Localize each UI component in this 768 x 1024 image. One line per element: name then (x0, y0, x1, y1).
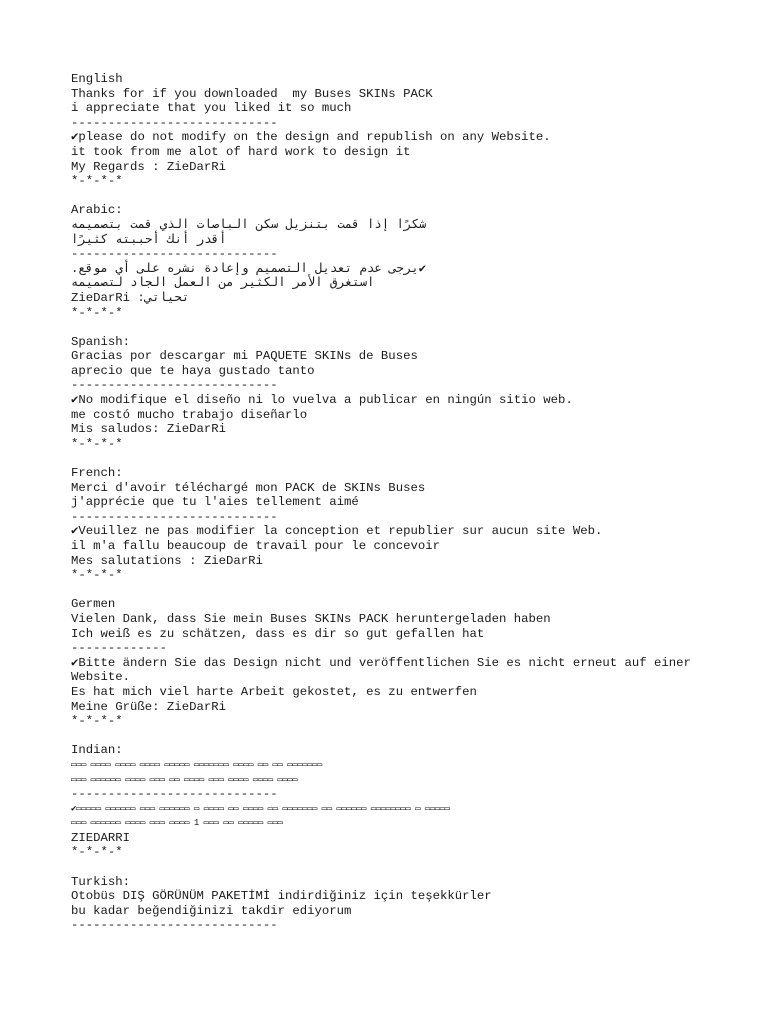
text-line: Es hat mich viel harte Arbeit gekostet, es zu entwerfen (71, 684, 477, 699)
section-heading: Turkish: (71, 874, 131, 889)
text-line: Vielen Dank, dass Sie mein Buses SKINs PACK heruntergeladen haben (71, 611, 551, 626)
text-line: Gracias por descargar mi PAQUETE SKINs de Buses (71, 349, 418, 364)
signature-line: Mis saludos: ZieDarRi (71, 422, 226, 437)
text-line: Merci d'avoir téléchargé mon PACK de SKINs Buses (71, 480, 426, 495)
divider-line: ---------------------------- (71, 918, 278, 933)
text-line: ▭▭▭ ▭▭▭▭▭▭ ▭▭▭▭ ▭▭▭ ▭▭ ▭▭▭▭ ▭▭▭ ▭▭▭▭ ▭▭▭▭ ▭▭▭▭ (71, 774, 298, 785)
text-line: Ich weiß es zu schätzen, dass es dir so gut gefallen hat (71, 626, 485, 641)
divider-line: ------------- (71, 641, 167, 656)
text-line: استغرق الأمر الكثير من العمل الجاد لتصميمه (71, 276, 375, 291)
separator-stars: *-*-*-* (71, 568, 123, 583)
document-page (71, 72, 711, 948)
text-line: j'apprécie que tu l'aies tellement aimé (71, 495, 359, 510)
section-german (71, 597, 711, 728)
divider-line: ---------------------------- (71, 378, 278, 393)
separator-stars: *-*-*-* (71, 714, 123, 729)
section-french (71, 466, 711, 583)
text-line: aprecio que te haya gustado tanto (71, 363, 315, 378)
text-line: ✔▭▭▭▭▭ ▭▭▭▭▭▭ ▭▭▭ ▭▭▭▭▭▭ ▭ ▭▭▭▭ ▭▭ ▭▭▭▭ ▭▭ ▭▭▭▭▭▭▭ ▭▭ ▭▭▭▭▭▭ ▭▭▭▭▭▭▭▭ ▭ ▭▭▭▭▭ (71, 803, 450, 814)
signature-line: تحياتي: ZieDarRi (71, 290, 190, 305)
text-line: i appreciate that you liked it so much (71, 101, 352, 116)
signature-line: Meine Grüße: ZieDarRi (71, 699, 226, 714)
signature-line: ZIEDARRI (71, 830, 131, 845)
text-line: me costó mucho trabajo diseñarlo (71, 407, 308, 422)
text-line: شكرًا إذا قمت بتنزيل سكن الباصات الذي قمت بتصميمه (71, 217, 427, 232)
text-line: it took from me alot of hard work to design it (71, 144, 411, 159)
text-line: ▭▭▭ ▭▭▭▭▭▭ ▭▭▭▭ ▭▭▭ ▭▭▭▭ 1 ▭▭▭ ▭▭ ▭▭▭▭▭ ▭▭▭ (71, 818, 283, 829)
section-spanish (71, 335, 711, 452)
text-line: أقدر أنك أحببته كثيرًا (71, 232, 227, 247)
section-heading: Germen (71, 597, 116, 612)
signature-line: My Regards : ZieDarRi (71, 159, 226, 174)
section-heading: French: (71, 466, 123, 481)
text-line: Otobüs DIŞ GÖRÜNÜM PAKETİMİ indirdiğiniz için teşekkürler (71, 889, 492, 904)
divider-line: ---------------------------- (71, 247, 278, 262)
signature-line: Mes salutations : ZieDarRi (71, 553, 263, 568)
text-line: ✔Veuillez ne pas modifier la conception et republier sur aucun site Web. (71, 524, 603, 539)
separator-stars: *-*-*-* (71, 436, 123, 451)
text-line: ✔No modifique el diseño ni lo vuelva a publicar en ningún sitio web. (71, 393, 573, 408)
section-heading: English (71, 72, 123, 86)
text-line: ✔please do not modify on the design and republish on any Website. (71, 130, 551, 145)
text-line: ✔Bitte ändern Sie das Design nicht und veröffentlichen Sie es nicht erneut auf einer Website. (71, 655, 699, 685)
text-line: bu kadar beğendiğinizi takdir ediyorum (71, 903, 352, 918)
text-line: ✔يرجى عدم تعديل التصميم وإعادة نشره على أي موقع. (71, 261, 427, 276)
divider-line: ---------------------------- (71, 509, 278, 524)
separator-stars: *-*-*-* (71, 305, 123, 320)
divider-line: ---------------------------- (71, 787, 278, 802)
text-line: ▭▭▭ ▭▭▭▭ ▭▭▭▭ ▭▭▭▭ ▭▭▭▭▭ ▭▭▭▭▭▭▭ ▭▭▭▭ ▭▭ ▭▭ ▭▭▭▭▭▭▭ (71, 759, 322, 770)
section-heading: Indian: (71, 743, 123, 758)
section-heading: Arabic: (71, 203, 123, 218)
separator-stars: *-*-*-* (71, 845, 123, 860)
divider-line: ---------------------------- (71, 115, 278, 130)
text-line: Thanks for if you downloaded my Buses SKINs PACK (71, 86, 433, 101)
section-heading: Spanish: (71, 334, 131, 349)
separator-stars: *-*-*-* (71, 174, 123, 189)
section-turkish (71, 875, 711, 933)
section-english (71, 72, 711, 189)
section-indian (71, 743, 711, 860)
section-arabic (71, 203, 711, 320)
text-line: il m'a fallu beaucoup de travail pour le concevoir (71, 539, 440, 553)
